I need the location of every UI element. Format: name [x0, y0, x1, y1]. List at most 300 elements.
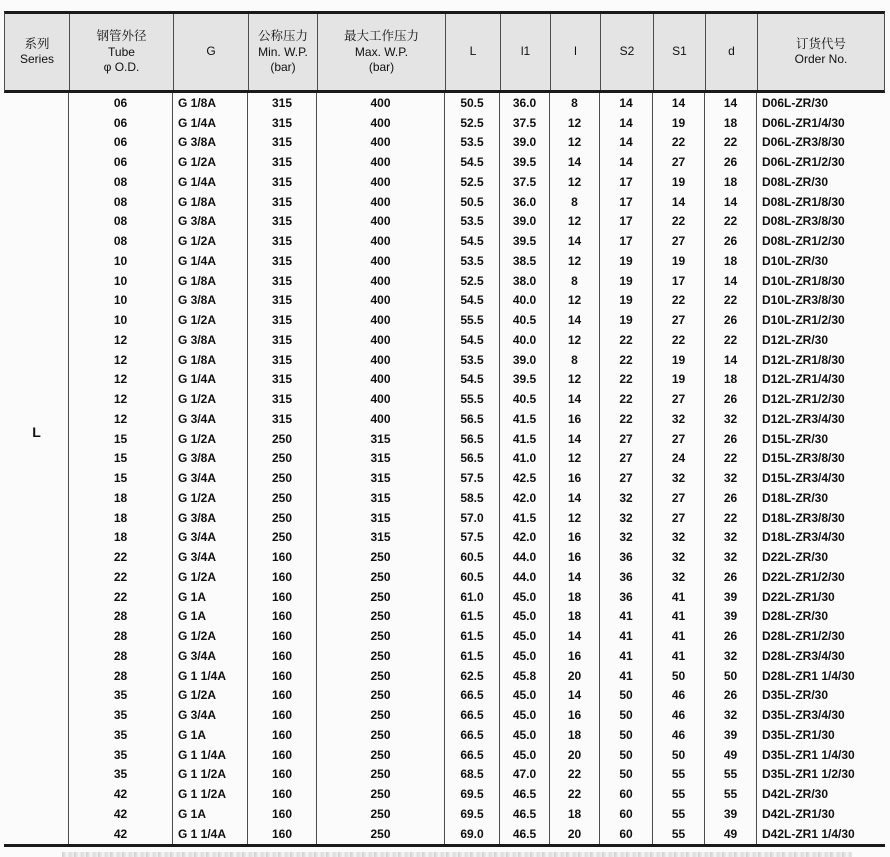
cell-max_wp: 250	[317, 547, 445, 567]
cell-l1: 46.5	[500, 784, 550, 804]
cell-order: D22L-ZR/30	[762, 550, 829, 565]
cell-L: 50.5	[445, 192, 500, 212]
cell-series-spacer	[4, 567, 69, 587]
cell-L: 53.5	[445, 251, 500, 271]
cell-order: D22L-ZR1/2/30	[762, 569, 845, 584]
cell-d: 18	[705, 172, 757, 192]
cell-max_wp: 400	[317, 231, 445, 251]
cell-s1: 22	[653, 330, 705, 350]
cell-series-spacer	[4, 745, 69, 765]
cell-order: D06L-ZR1/2/30	[762, 155, 845, 170]
cell-d: 14	[705, 192, 757, 212]
cell-s1: 19	[653, 370, 705, 390]
cell-min_wp: 315	[248, 310, 317, 330]
cell-g: G 3/8A	[173, 133, 248, 153]
cell-l: 16	[550, 705, 600, 725]
cell-max_wp: 400	[317, 133, 445, 153]
cell-order: D35L-ZR3/4/30	[762, 708, 845, 723]
cell-max_wp: 315	[317, 468, 445, 488]
cropped-footnote-text	[62, 852, 852, 857]
cell-l: 22	[550, 784, 600, 804]
cell-tube: 35	[69, 745, 173, 765]
cell-order: D12L-ZR1/4/30	[762, 372, 845, 387]
cell-max_wp: 315	[317, 528, 445, 548]
cell-order: D10L-ZR/30	[762, 253, 829, 268]
cell-series-spacer	[4, 113, 69, 133]
cell-series-spacer	[4, 449, 69, 469]
cell-min_wp: 160	[248, 646, 317, 666]
cell-max_wp: 250	[317, 784, 445, 804]
cell-min_wp: 315	[248, 172, 317, 192]
table-row	[4, 449, 885, 469]
cell-l: 20	[550, 666, 600, 686]
cell-s2: 60	[600, 784, 653, 804]
header-g-thread: G	[174, 14, 249, 90]
cell-l: 14	[550, 310, 600, 330]
cell-max_wp: 400	[317, 271, 445, 291]
cell-order: D28L-ZR1/2/30	[762, 629, 845, 644]
cell-max_wp: 400	[317, 192, 445, 212]
cell-l: 14	[550, 231, 600, 251]
cell-order: D15L-ZR/30	[762, 431, 829, 446]
table-row	[4, 330, 885, 350]
cell-series-spacer	[4, 93, 69, 113]
cell-l: 18	[550, 725, 600, 745]
cell-s1: 50	[653, 745, 705, 765]
cell-L: 54.5	[445, 291, 500, 311]
header-max-wp-zh: 最大工作压力	[343, 29, 419, 44]
cell-L: 61.0	[445, 587, 500, 607]
cell-max_wp: 400	[317, 212, 445, 232]
cell-l: 8	[550, 192, 600, 212]
cell-l1: 45.0	[500, 686, 550, 706]
cell-g: G 1/2A	[173, 152, 248, 172]
cell-s2: 22	[600, 350, 653, 370]
table-row	[4, 271, 885, 291]
header-l: l	[551, 14, 601, 90]
cell-L: 52.5	[445, 172, 500, 192]
cell-order: D35L-ZR1 1/4/30	[762, 747, 855, 762]
cell-series-spacer	[4, 251, 69, 271]
cell-l1: 39.5	[500, 231, 550, 251]
table-row	[4, 804, 885, 824]
header-tube-od-symbol: φ O.D.	[103, 60, 140, 75]
cell-l: 12	[550, 370, 600, 390]
cell-L: 60.5	[445, 547, 500, 567]
table-row	[4, 212, 885, 232]
cell-min_wp: 160	[248, 745, 317, 765]
cell-s1: 14	[653, 93, 705, 113]
cell-g: G 1/8A	[173, 93, 248, 113]
cell-l1: 36.0	[500, 192, 550, 212]
cell-tube: 08	[69, 231, 173, 251]
cell-l: 14	[550, 626, 600, 646]
cell-d: 32	[705, 468, 757, 488]
cell-order: D22L-ZR1/30	[762, 589, 835, 604]
cell-l1: 37.5	[500, 113, 550, 133]
cell-l1: 42.0	[500, 528, 550, 548]
cell-max_wp: 250	[317, 666, 445, 686]
cell-d: 22	[705, 212, 757, 232]
cell-L: 55.5	[445, 310, 500, 330]
cell-s1: 24	[653, 449, 705, 469]
dimension-table	[4, 11, 885, 847]
cell-L: 54.5	[445, 370, 500, 390]
cell-s1: 27	[653, 508, 705, 528]
cell-d: 18	[705, 251, 757, 271]
cell-g: G 3/4A	[173, 705, 248, 725]
cell-g: G 3/4A	[173, 646, 248, 666]
table-row	[4, 152, 885, 172]
cell-l: 12	[550, 508, 600, 528]
cell-l: 20	[550, 745, 600, 765]
table-row	[4, 646, 885, 666]
cell-L: 52.5	[445, 271, 500, 291]
cell-g: G 1/2A	[173, 488, 248, 508]
cell-s2: 50	[600, 745, 653, 765]
cell-min_wp: 160	[248, 587, 317, 607]
table-row	[4, 824, 885, 844]
cell-d: 22	[705, 449, 757, 469]
cell-min_wp: 160	[248, 765, 317, 785]
cell-l1: 45.0	[500, 705, 550, 725]
cell-tube: 12	[69, 330, 173, 350]
table-row	[4, 508, 885, 528]
cell-l: 14	[550, 429, 600, 449]
cell-l1: 41.0	[500, 449, 550, 469]
table-row	[4, 528, 885, 548]
cell-L: 54.5	[445, 231, 500, 251]
cell-tube: 12	[69, 370, 173, 390]
header-min-wp-zh: 公称压力	[257, 29, 308, 44]
cell-l1: 45.0	[500, 646, 550, 666]
cell-tube: 15	[69, 468, 173, 488]
cell-l: 14	[550, 488, 600, 508]
cell-order: D35L-ZR1 1/2/30	[762, 767, 855, 782]
cell-max_wp: 250	[317, 686, 445, 706]
header-s1: S1	[654, 14, 706, 90]
cell-order: D28L-ZR/30	[762, 609, 829, 624]
cell-s1: 55	[653, 784, 705, 804]
cell-series-spacer	[4, 824, 69, 844]
cell-series-spacer	[4, 192, 69, 212]
cell-l: 16	[550, 468, 600, 488]
cell-max_wp: 400	[317, 93, 445, 113]
cell-s1: 32	[653, 468, 705, 488]
cell-g: G 3/4A	[173, 547, 248, 567]
cell-l1: 39.0	[500, 350, 550, 370]
cell-s2: 41	[600, 666, 653, 686]
header-order-en: Order No.	[794, 52, 848, 67]
cell-s2: 32	[600, 488, 653, 508]
cell-g: G 1A	[173, 587, 248, 607]
cell-tube: 15	[69, 429, 173, 449]
cell-series-spacer	[4, 389, 69, 409]
cell-order: D08L-ZR1/2/30	[762, 234, 845, 249]
cell-g: G 1/8A	[173, 350, 248, 370]
cell-l1: 39.5	[500, 370, 550, 390]
cell-l1: 44.0	[500, 567, 550, 587]
cell-s1: 32	[653, 528, 705, 548]
cell-l: 12	[550, 251, 600, 271]
cell-series-spacer	[4, 291, 69, 311]
cell-l: 12	[550, 291, 600, 311]
cell-d: 49	[705, 824, 757, 844]
cell-series-spacer	[4, 310, 69, 330]
cell-d: 32	[705, 528, 757, 548]
cell-max_wp: 250	[317, 587, 445, 607]
cell-min_wp: 250	[248, 429, 317, 449]
header-tube-zh: 钢管外径	[96, 29, 147, 44]
cell-series-spacer	[4, 547, 69, 567]
header-min-wp-unit: (bar)	[270, 60, 296, 75]
cell-series-spacer	[4, 686, 69, 706]
cell-l: 12	[550, 172, 600, 192]
cell-g: G 1/4A	[173, 370, 248, 390]
cell-d: 32	[705, 705, 757, 725]
header-min-wp	[249, 14, 318, 90]
cell-tube: 22	[69, 587, 173, 607]
cell-l1: 46.5	[500, 804, 550, 824]
cell-l1: 42.5	[500, 468, 550, 488]
cell-g: G 1A	[173, 804, 248, 824]
cell-s1: 19	[653, 350, 705, 370]
cell-min_wp: 250	[248, 468, 317, 488]
cell-tube: 28	[69, 626, 173, 646]
cell-max_wp: 315	[317, 449, 445, 469]
header-series	[5, 14, 70, 90]
cell-tube: 42	[69, 804, 173, 824]
cell-tube: 08	[69, 172, 173, 192]
cell-order: D08L-ZR1/8/30	[762, 194, 845, 209]
cell-min_wp: 315	[248, 389, 317, 409]
cell-l1: 39.5	[500, 152, 550, 172]
cell-min_wp: 315	[248, 291, 317, 311]
cell-order: D10L-ZR1/2/30	[762, 313, 845, 328]
cell-order: D18L-ZR3/4/30	[762, 530, 845, 545]
cell-d: 32	[705, 547, 757, 567]
cell-min_wp: 160	[248, 705, 317, 725]
cell-order: D42L-ZR1 1/4/30	[762, 826, 855, 841]
cell-l: 14	[550, 686, 600, 706]
cell-l1: 45.0	[500, 587, 550, 607]
cell-L: 56.5	[445, 409, 500, 429]
header-max-wp-en: Max. W.P.	[354, 44, 409, 59]
table-row	[4, 251, 885, 271]
cell-min_wp: 315	[248, 370, 317, 390]
cell-l: 12	[550, 133, 600, 153]
table-row	[4, 488, 885, 508]
cell-max_wp: 400	[317, 152, 445, 172]
cell-l1: 39.0	[500, 212, 550, 232]
cell-L: 54.5	[445, 330, 500, 350]
cell-l1: 40.0	[500, 330, 550, 350]
cell-s2: 36	[600, 547, 653, 567]
cell-s1: 46	[653, 705, 705, 725]
cell-min_wp: 315	[248, 330, 317, 350]
cell-tube: 06	[69, 113, 173, 133]
cell-tube: 28	[69, 666, 173, 686]
cell-s2: 22	[600, 370, 653, 390]
cell-g: G 1/8A	[173, 192, 248, 212]
cell-L: 66.5	[445, 705, 500, 725]
cell-l1: 40.5	[500, 310, 550, 330]
cell-l: 18	[550, 607, 600, 627]
cell-L: 53.5	[445, 133, 500, 153]
cell-d: 39	[705, 587, 757, 607]
cell-g: G 3/4A	[173, 528, 248, 548]
cell-l: 12	[550, 330, 600, 350]
cell-l: 8	[550, 271, 600, 291]
cell-series-spacer	[4, 212, 69, 232]
cell-order: D42L-ZR1/30	[762, 806, 835, 821]
cell-s2: 14	[600, 152, 653, 172]
series-label: L	[32, 424, 41, 440]
cell-l1: 47.0	[500, 765, 550, 785]
cell-l1: 36.0	[500, 93, 550, 113]
table-row	[4, 172, 885, 192]
cell-L: 53.5	[445, 212, 500, 232]
cell-L: 68.5	[445, 765, 500, 785]
header-tube-od	[70, 14, 174, 90]
cell-s1: 17	[653, 271, 705, 291]
cell-l: 16	[550, 528, 600, 548]
cell-L: 57.0	[445, 508, 500, 528]
cell-g: G 1/2A	[173, 429, 248, 449]
cell-order: D15L-ZR3/4/30	[762, 471, 845, 486]
table-row	[4, 547, 885, 567]
cell-s2: 27	[600, 468, 653, 488]
cell-max_wp: 250	[317, 804, 445, 824]
cell-d: 49	[705, 745, 757, 765]
cell-d: 18	[705, 370, 757, 390]
cell-L: 69.5	[445, 804, 500, 824]
cell-series-spacer	[4, 231, 69, 251]
cell-max_wp: 250	[317, 626, 445, 646]
cell-l: 20	[550, 824, 600, 844]
cell-order: D06L-ZR/30	[762, 95, 829, 110]
cell-g: G 1A	[173, 725, 248, 745]
cell-tube: 06	[69, 133, 173, 153]
table-row	[4, 468, 885, 488]
cell-tube: 35	[69, 686, 173, 706]
cell-d: 14	[705, 93, 757, 113]
cell-L: 50.5	[445, 93, 500, 113]
cell-max_wp: 400	[317, 330, 445, 350]
cell-l1: 45.0	[500, 626, 550, 646]
cell-tube: 12	[69, 389, 173, 409]
header-min-wp-en: Min. W.P.	[258, 44, 308, 59]
table-row	[4, 350, 885, 370]
cell-s1: 41	[653, 607, 705, 627]
cell-d: 14	[705, 271, 757, 291]
cell-max_wp: 400	[317, 389, 445, 409]
cell-l: 16	[550, 409, 600, 429]
cell-s1: 55	[653, 804, 705, 824]
cell-s1: 41	[653, 626, 705, 646]
cell-l1: 42.0	[500, 488, 550, 508]
cell-l: 18	[550, 804, 600, 824]
cell-L: 60.5	[445, 567, 500, 587]
cell-g: G 1/2A	[173, 231, 248, 251]
cell-g: G 1 1/2A	[173, 765, 248, 785]
cell-d: 39	[705, 804, 757, 824]
cell-d: 22	[705, 133, 757, 153]
cell-max_wp: 400	[317, 291, 445, 311]
cell-d: 32	[705, 409, 757, 429]
cell-L: 57.5	[445, 468, 500, 488]
cell-l1: 41.5	[500, 409, 550, 429]
cell-d: 55	[705, 765, 757, 785]
cell-order: D12L-ZR3/4/30	[762, 411, 845, 426]
cell-min_wp: 315	[248, 251, 317, 271]
cell-l: 14	[550, 389, 600, 409]
cell-tube: 06	[69, 152, 173, 172]
cell-s1: 19	[653, 172, 705, 192]
cell-L: 69.0	[445, 824, 500, 844]
cell-d: 26	[705, 488, 757, 508]
cell-g: G 3/4A	[173, 468, 248, 488]
cell-series-spacer	[4, 152, 69, 172]
cell-s2: 22	[600, 330, 653, 350]
cell-d: 22	[705, 291, 757, 311]
cell-order: D42L-ZR/30	[762, 787, 829, 802]
table-row	[4, 133, 885, 153]
cell-tube: 35	[69, 765, 173, 785]
cell-max_wp: 400	[317, 172, 445, 192]
table-row	[4, 607, 885, 627]
cell-series-spacer	[4, 350, 69, 370]
cell-d: 50	[705, 666, 757, 686]
cell-L: 61.5	[445, 607, 500, 627]
cell-max_wp: 400	[317, 310, 445, 330]
cell-g: G 1 1/4A	[173, 666, 248, 686]
cell-min_wp: 160	[248, 666, 317, 686]
cell-min_wp: 160	[248, 804, 317, 824]
cell-min_wp: 250	[248, 449, 317, 469]
cell-order: D28L-ZR1 1/4/30	[762, 668, 855, 683]
cell-s2: 32	[600, 508, 653, 528]
cell-s2: 27	[600, 429, 653, 449]
cell-order: D18L-ZR/30	[762, 490, 829, 505]
cell-order: D18L-ZR3/8/30	[762, 510, 845, 525]
cell-d: 26	[705, 152, 757, 172]
cell-g: G 3/8A	[173, 508, 248, 528]
cell-l1: 38.0	[500, 271, 550, 291]
table-row	[4, 291, 885, 311]
cell-series-spacer	[4, 330, 69, 350]
cell-s2: 50	[600, 765, 653, 785]
cell-l1: 45.0	[500, 725, 550, 745]
cell-g: G 1/8A	[173, 271, 248, 291]
cell-d: 55	[705, 784, 757, 804]
cell-tube: 18	[69, 508, 173, 528]
cell-max_wp: 250	[317, 607, 445, 627]
cell-d: 26	[705, 231, 757, 251]
cell-min_wp: 250	[248, 488, 317, 508]
cell-tube: 18	[69, 488, 173, 508]
cell-min_wp: 315	[248, 212, 317, 232]
cell-L: 56.5	[445, 429, 500, 449]
table-row	[4, 370, 885, 390]
cell-g: G 1 1/4A	[173, 824, 248, 844]
cell-s2: 41	[600, 607, 653, 627]
cell-series-spacer	[4, 587, 69, 607]
cell-l1: 46.5	[500, 824, 550, 844]
cell-series-spacer	[4, 705, 69, 725]
cell-series-spacer	[4, 528, 69, 548]
cell-d: 26	[705, 389, 757, 409]
